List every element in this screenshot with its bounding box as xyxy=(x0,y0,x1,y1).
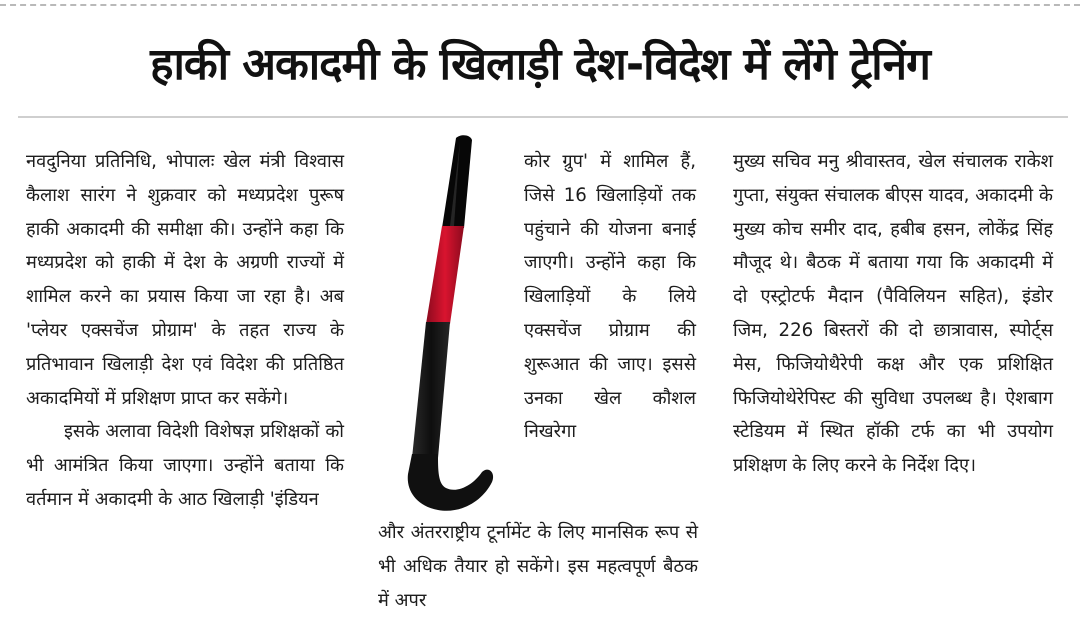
article-column-2-upper: कोर ग्रुप' में शामिल हैं, जिसे 16 खिलाड़ियों तक पहुंचाने की योजना बनाई जाएगी। उन्होंने कहा कि खिलाड़ियों के लिये एक्सचेंज प्रोग्राम की शुरूआत की जाए। इससे उनका खेल कौशल निखरेगा xyxy=(524,151,696,443)
article-paragraph-2: इसके अलावा विदेशी विशेषज्ञ प्रशिक्षकों को भी आमंत्रित किया जाएगा। उन्होंने बताया कि वर्तमान में अकादमी के आठ खिलाड़ी 'इंडियन xyxy=(26,421,344,510)
article-column-3: मुख्य सचिव मनु श्रीवास्तव, खेल संचालक राकेश गुप्ता, संयुक्त संचालक बीएस यादव, अकादमी के मुख्य कोच समीर दाद, हबीब हसन, लोकेंद्र सिंह मौजूद थे। बैठक में बताया गया कि अकादमी में दो एस्ट्रोटर्फ मैदान (पैविलियन सहित), इंडोर जिम, 226 बिस्तरों की दो छात्रावास, स्पोर्ट्स मेस, फिजियोथैरेपी कक्ष और एक प्रशिक्षित फिजियोथेरेपिस्ट की सुविधा उपलब्ध है। ऐशबाग स्टेडियम में स्थित हॉकी टर्फ का भी उपयोग प्रशिक्षण के लिए करने के निर्देश दिए। xyxy=(733,151,1053,477)
article-paragraph-1: नवदुनिया प्रतिनिधि, भोपालः खेल मंत्री विश्वास कैलाश सारंग ने शुक्रवार को मध्यप्रदेश पुरूष हाकी अकादमी की समीक्षा की। उन्होंने कहा कि मध्यप्रदेश को हाकी में देश के अग्रणी राज्यों में शामिल करने का प्रयास किया जा रहा है। अब 'प्लेयर एक्सचेंज प्रोग्राम' के तहत राज्य के प्रतिभावान खिलाड़ी देश एवं विदेश की प्रतिष्ठित अकादमियों में प्रशिक्षण प्राप्त कर सकेंगे। xyxy=(26,151,344,409)
hockey-stick-icon xyxy=(378,128,508,514)
headline: हाकी अकादमी के खिलाड़ी देश-विदेश में लेंगे ट्रेनिंग xyxy=(150,39,930,90)
stick-red-band xyxy=(426,226,464,324)
headline-divider xyxy=(18,116,1068,118)
article-column-1 xyxy=(26,145,344,517)
stick-lower-shaft xyxy=(412,322,450,458)
stick-head xyxy=(408,454,493,511)
article-column-2-lower: और अंतरराष्ट्रीय टूर्नामेंट के लिए मानसिक रूप से भी अधिक तैयार हो सकेंगे। इस महत्वपूर्ण बैठक में अपर xyxy=(378,522,698,611)
top-dashed-rule xyxy=(0,4,1080,6)
